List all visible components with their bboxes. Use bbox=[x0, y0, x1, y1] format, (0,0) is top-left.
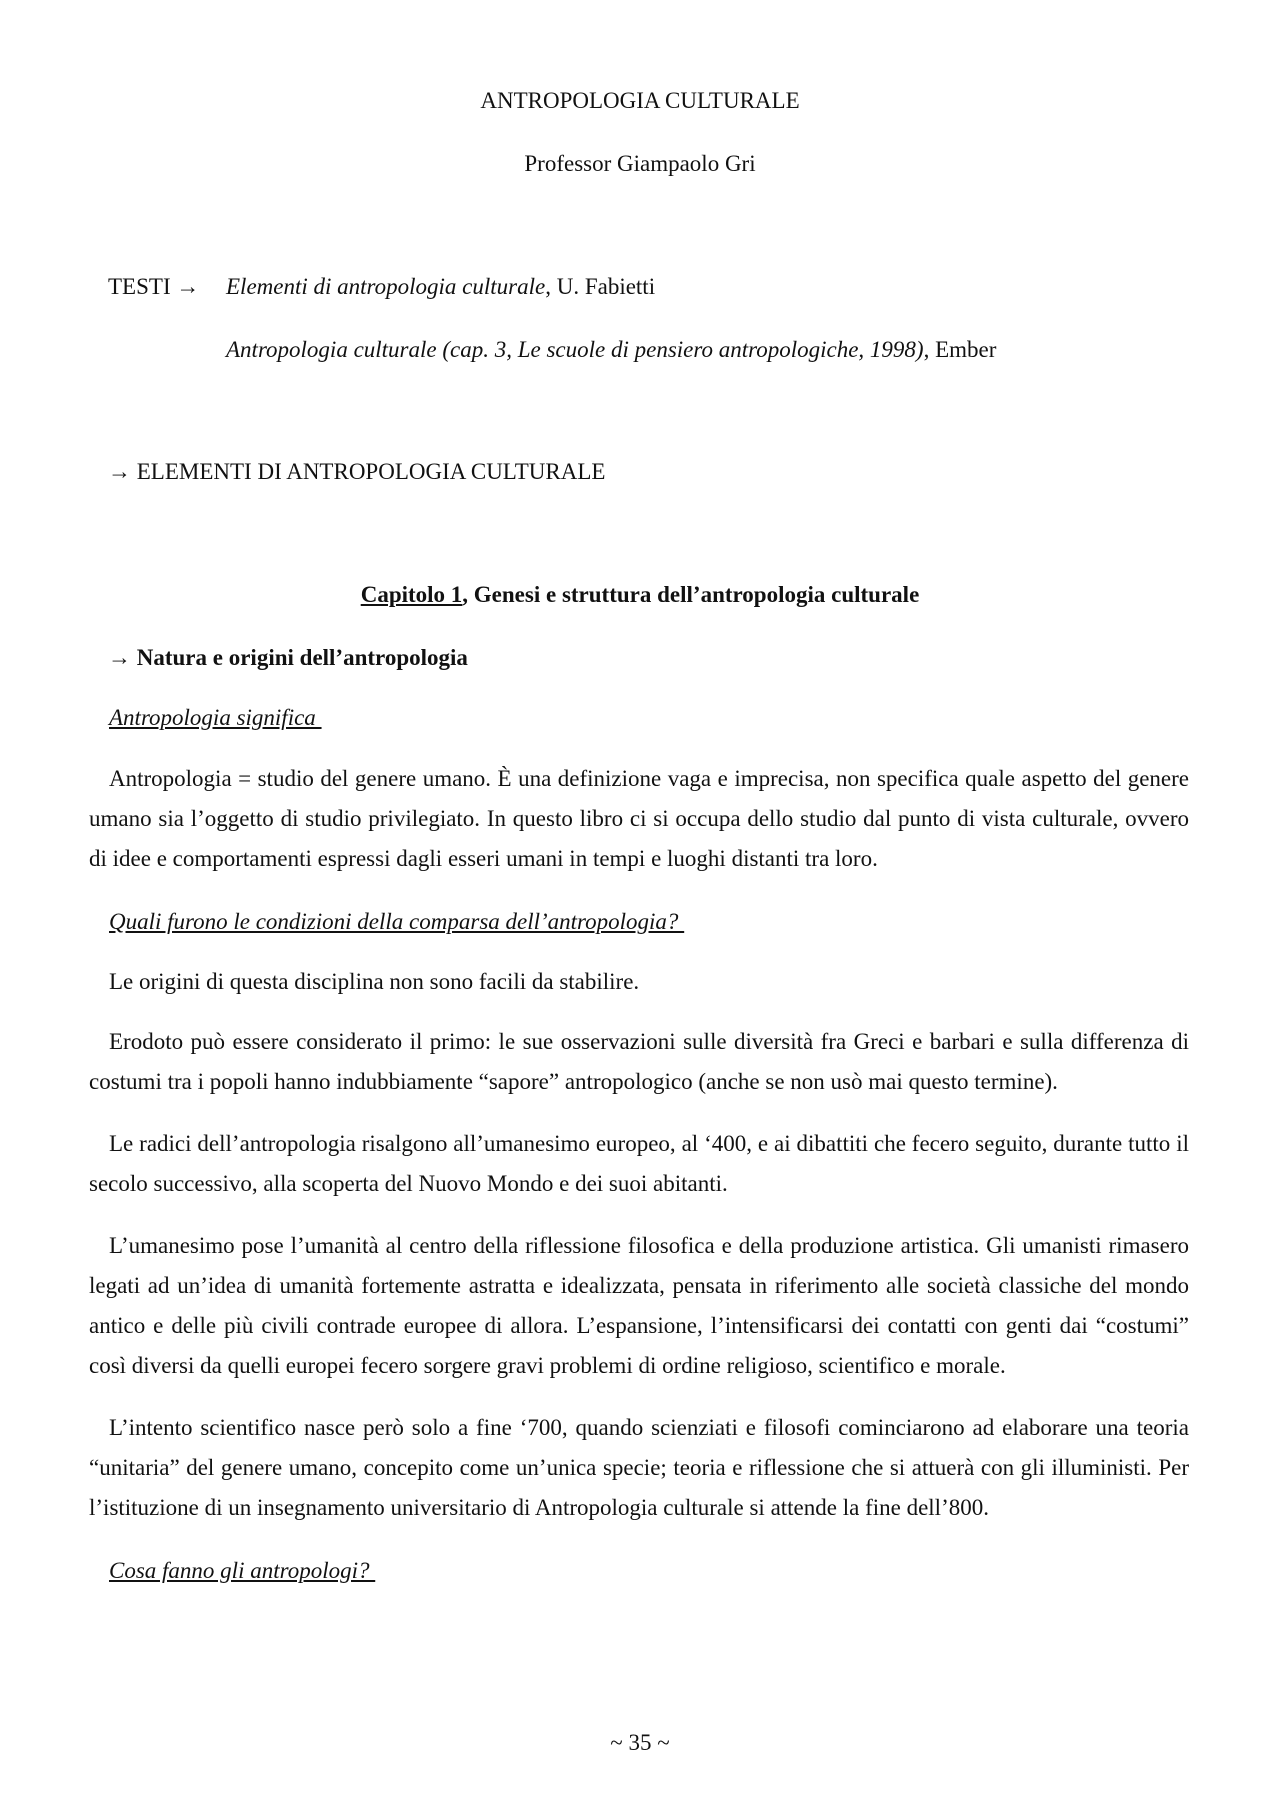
chapter-title: , Genesi e struttura dell’antropologia culturale bbox=[462, 582, 920, 607]
section-heading: → ELEMENTI DI ANTROPOLOGIA CULTURALE bbox=[108, 459, 606, 484]
page-number: ~ 35 ~ bbox=[610, 1730, 670, 1755]
paragraph-6: L’intento scientifico nasce però solo a fine ‘700, quando scienziati e filosofi cominciarono ad elaborare una teoria “unitaria” del genere umano, concepito come un’unica specie; teoria e riflessione che si attuerà con gli illuministi. Per l’istituzione di un insegnamento universitario di Antropologia culturale si attende la fine dell’800. bbox=[89, 1415, 1189, 1520]
paragraph-3: Erodoto può essere considerato il primo: le sue osservazioni sulle diversità fra Greci e barbari e sulla differenza di costumi tra i popoli hanno indubbiamente “sapore” antropologico (anche se non usò mai questo termine). bbox=[89, 1029, 1189, 1094]
book-1-author: , U. Fabietti bbox=[545, 274, 656, 299]
question-heading-1: Antropologia significa bbox=[109, 705, 322, 730]
book-2-author: , Ember bbox=[923, 337, 997, 362]
chapter-heading bbox=[0, 582, 1280, 608]
course-title: ANTROPOLOGIA CULTURALE bbox=[480, 88, 800, 113]
book-2-title: Antropologia culturale (cap. 3, Le scuole di pensiero antropologiche, 1998) bbox=[226, 337, 924, 362]
professor-name: Professor Giampaolo Gri bbox=[524, 151, 756, 176]
book-2-reference bbox=[226, 337, 996, 363]
subsection-heading: → Natura e origini dell’antropologia bbox=[108, 645, 468, 670]
question-heading-2: Quali furono le condizioni della comparsa dell’antropologia? bbox=[109, 909, 685, 934]
chapter-number: Capitolo 1 bbox=[360, 582, 463, 607]
book-1-title: Elementi di antropologia culturale bbox=[226, 274, 546, 299]
paragraph-5: L’umanesimo pose l’umanità al centro della riflessione filosofica e della produzione artistica. Gli umanisti rimasero legati ad un’idea di umanità fortemente astratta e idealizzata, pensata in riferimento alle società classiche del mondo antico e delle più civili contrade europee di allora. L’espansione, l’intensificarsi dei contatti con genti dai “costumi” così diversi da quelli europei fecero sorgere gravi problemi di ordine religioso, scientifico e morale. bbox=[89, 1233, 1189, 1378]
question-heading-3: Cosa fanno gli antropologi? bbox=[109, 1558, 376, 1583]
paragraph-2: Le origini di questa disciplina non sono facili da stabilire. bbox=[109, 969, 640, 994]
paragraph-1: Antropologia = studio del genere umano. È una definizione vaga e imprecisa, non specifica quale aspetto del genere umano sia l’oggetto di studio privilegiato. In questo libro ci si occupa dello studio dal punto di vista culturale, ovvero di idee e comportamenti espressi dagli esseri umani in tempi e luoghi distanti tra loro. bbox=[89, 766, 1189, 871]
book-1-reference bbox=[226, 274, 655, 300]
paragraph-4: Le radici dell’antropologia risalgono all’umanesimo europeo, al ‘400, e ai dibattiti che fecero seguito, durante tutto il secolo successivo, alla scoperta del Nuovo Mondo e dei suoi abitanti. bbox=[89, 1131, 1189, 1196]
texts-label: TESTI → bbox=[108, 274, 200, 299]
